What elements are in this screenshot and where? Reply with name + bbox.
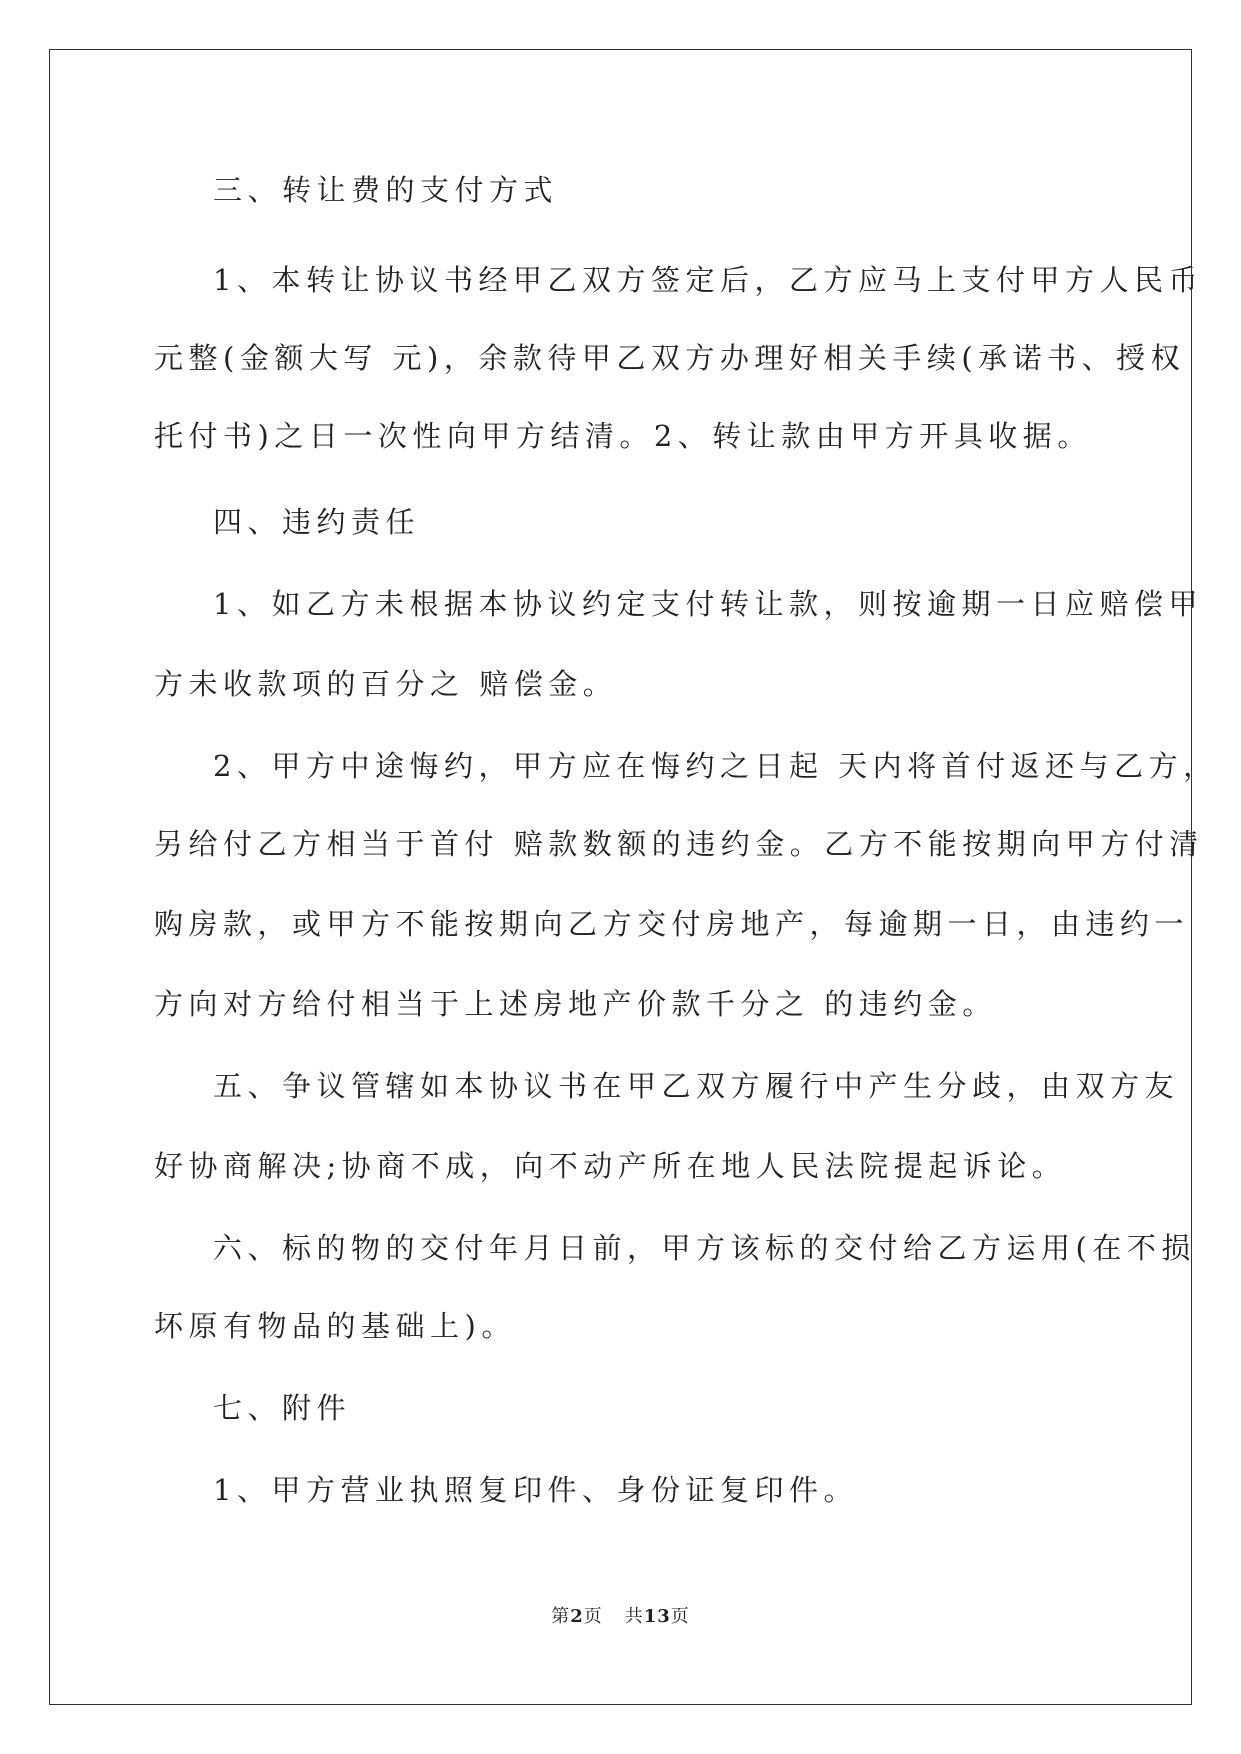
page-prefix: 第 <box>551 1606 571 1627</box>
page-suffix: 页 <box>583 1606 603 1627</box>
paragraph-line: 坏原有物品的基础上)。 <box>154 1309 516 1343</box>
total-suffix: 页 <box>670 1606 690 1627</box>
total-prefix: 共 <box>624 1606 644 1627</box>
section-heading: 七、附件 <box>213 1391 352 1425</box>
paragraph-line: 元整(金额大写 元)，余款待甲乙双方办理好相关手续(承诺书、授权 <box>154 341 1186 375</box>
paragraph-line: 另给付乙方相当于首付 赔款数额的违约金。乙方不能按期向甲方付清 <box>154 827 1204 861</box>
paragraph-line: 方未收款项的百分之 赔偿金。 <box>154 667 618 701</box>
paragraph-line: 2、甲方中途悔约，甲方应在悔约之日起 天内将首付返还与乙方， <box>213 749 1218 783</box>
paragraph-line: 1、本转让协议书经甲乙双方签定后，乙方应马上支付甲方人民币 <box>213 263 1203 297</box>
paragraph-line: 六、标的物的交付年月日前，甲方该标的交付给乙方运用(在不损 <box>213 1231 1196 1265</box>
page-number: 2 <box>570 1606 584 1627</box>
paragraph-line: 托付书)之日一次性向甲方结清。2、转让款由甲方开具收据。 <box>154 419 1092 453</box>
section-heading: 四、违约责任 <box>213 505 421 539</box>
paragraph-line: 好协商解决;协商不成，向不动产所在地人民法院提起诉论。 <box>154 1149 1067 1183</box>
paragraph-line: 购房款，或甲方不能按期向乙方交付房地产，每逾期一日，由违约一 <box>154 907 1190 941</box>
paragraph-line: 1、如乙方未根据本协议约定支付转让款，则按逾期一日应赔偿甲 <box>213 587 1203 621</box>
paragraph-line: 1、甲方营业执照复印件、身份证复印件。 <box>213 1473 858 1507</box>
section-heading: 三、转让费的支付方式 <box>213 173 559 207</box>
paragraph-line: 方向对方给付相当于上述房地产价款千分之 的违约金。 <box>154 987 997 1021</box>
page-footer <box>0 1602 1241 1628</box>
total-pages: 13 <box>643 1606 671 1627</box>
paragraph-line: 五、争议管辖如本协议书在甲乙双方履行中产生分歧，由双方友 <box>213 1069 1180 1103</box>
